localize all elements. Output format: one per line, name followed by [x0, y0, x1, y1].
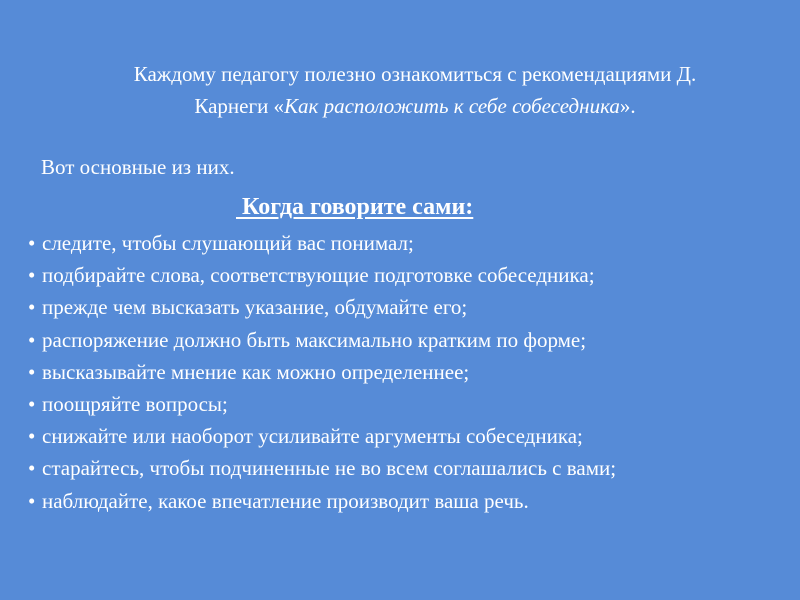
intro-line-1: Каждому педагогу полезно ознакомиться с рекомендациями Д.	[133, 62, 697, 86]
list-item-text: наблюдайте, какое впечатление производит ваша речь.	[42, 488, 529, 513]
list-item	[28, 259, 616, 291]
bullet-icon: •	[28, 327, 36, 352]
intro-line-2	[40, 90, 790, 122]
bullet-icon: •	[28, 392, 36, 417]
bullet-icon: •	[28, 424, 36, 449]
bullet-icon: •	[28, 456, 36, 481]
intro-paragraph	[40, 58, 790, 122]
list-item	[28, 324, 616, 356]
intro-line-2-prefix: Карнеги «	[194, 94, 285, 118]
bullet-icon: •	[28, 263, 36, 288]
bullet-icon: •	[28, 231, 36, 255]
list-item	[28, 291, 616, 323]
list-item-text: высказывайте мнение как можно определеннее;	[42, 359, 470, 384]
list-item	[28, 356, 616, 388]
list-item	[28, 388, 616, 420]
book-title: Как расположить к себе собеседника	[284, 94, 620, 118]
list-item	[28, 452, 616, 484]
list-item	[28, 227, 616, 259]
section-heading: Когда говорите сами:	[236, 194, 474, 220]
list-item-text: старайтесь, чтобы подчиненные не во всем соглашались с вами;	[42, 456, 617, 481]
list-item	[28, 485, 616, 517]
list-item-text: следите, чтобы слушающий вас понимал;	[42, 231, 414, 255]
list-item-text: поощряйте вопросы;	[42, 392, 228, 417]
list-item-text: подбирайте слова, соответствующие подготовке собеседника;	[42, 263, 595, 288]
main-points-label: Вот основные из них.	[41, 155, 235, 179]
intro-line-2-suffix: ».	[619, 94, 636, 118]
bullet-icon: •	[28, 488, 36, 513]
list-item-text: прежде чем высказать указание, обдумайте его;	[42, 295, 468, 320]
list-item-text: снижайте или наоборот усиливайте аргументы собеседника;	[42, 424, 583, 449]
tips-list	[28, 227, 616, 517]
bullet-icon: •	[28, 359, 36, 384]
list-item	[28, 420, 616, 452]
list-item-text: распоряжение должно быть максимально кратким по форме;	[42, 327, 587, 352]
bullet-icon: •	[28, 295, 36, 320]
